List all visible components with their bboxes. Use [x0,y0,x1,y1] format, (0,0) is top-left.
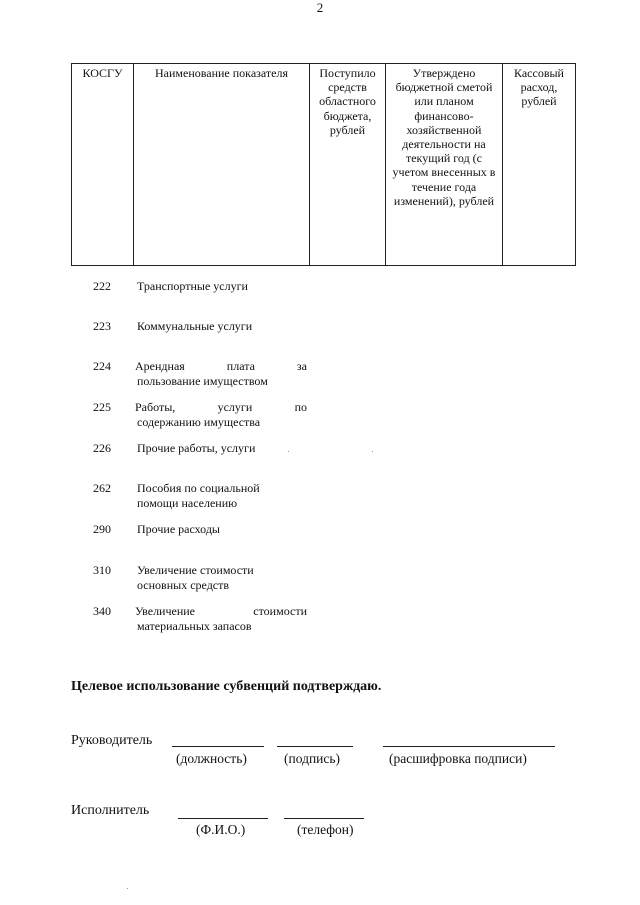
row-name: Транспортные услуги [137,279,248,293]
scan-speck [127,888,128,889]
row-name: Работы, услуги по содержанию имущества [135,400,307,429]
header-indicator-name: Наименование показателя [134,64,310,266]
executor-label: Исполнитель [71,803,150,818]
header-received: Поступило средств областного бюджета, рублей [310,64,386,266]
row-code: 224 [93,359,111,373]
row-code: 226 [93,441,111,455]
row-name: Увеличение стоимости материальных запасов [135,604,307,633]
row-code: 223 [93,319,111,333]
head-position-line[interactable] [172,746,264,747]
row-name: Прочие работы, услуги [137,441,256,455]
header-approved: Утверждено бюджетной сметой или планом финансово-хозяйственной деятельности на текущий год (с учетом внесенных в течение года изменений), рублей [386,64,503,266]
row-code: 340 [93,604,111,618]
row-code: 290 [93,522,111,536]
confirmation-statement: Целевое использование субвенций подтверждаю. [71,679,382,694]
head-signature-line[interactable] [277,746,353,747]
row-code: 225 [93,400,111,414]
caption-phone: (телефон) [297,822,354,837]
header-cash-expense: Кассовый расход, рублей [503,64,576,266]
scan-speck [372,451,373,452]
row-name: Прочие расходы [137,522,220,536]
row-code: 222 [93,279,111,293]
caption-signature: (подпись) [284,751,341,766]
head-label: Руководитель [71,733,153,748]
executor-phone-line[interactable] [284,818,364,819]
row-name: Арендная плата за пользование имуществом [135,359,307,388]
executor-name-line[interactable] [178,818,268,819]
header-table [71,63,576,266]
caption-full-name: (Ф.И.О.) [196,822,246,837]
header-kosgu: КОСГУ [72,64,134,266]
row-name: Пособия по социальной помощи населению [137,481,260,510]
caption-position: (должность) [176,751,247,766]
row-name: Увеличение стоимости основных средств [137,563,254,592]
row-code: 310 [93,563,111,577]
row-code: 262 [93,481,111,495]
scan-speck [288,451,289,452]
row-name: Коммунальные услуги [137,319,253,333]
caption-signature-decoding: (расшифровка подписи) [389,751,527,766]
head-name-line[interactable] [383,746,555,747]
page-number: 2 [316,0,324,15]
